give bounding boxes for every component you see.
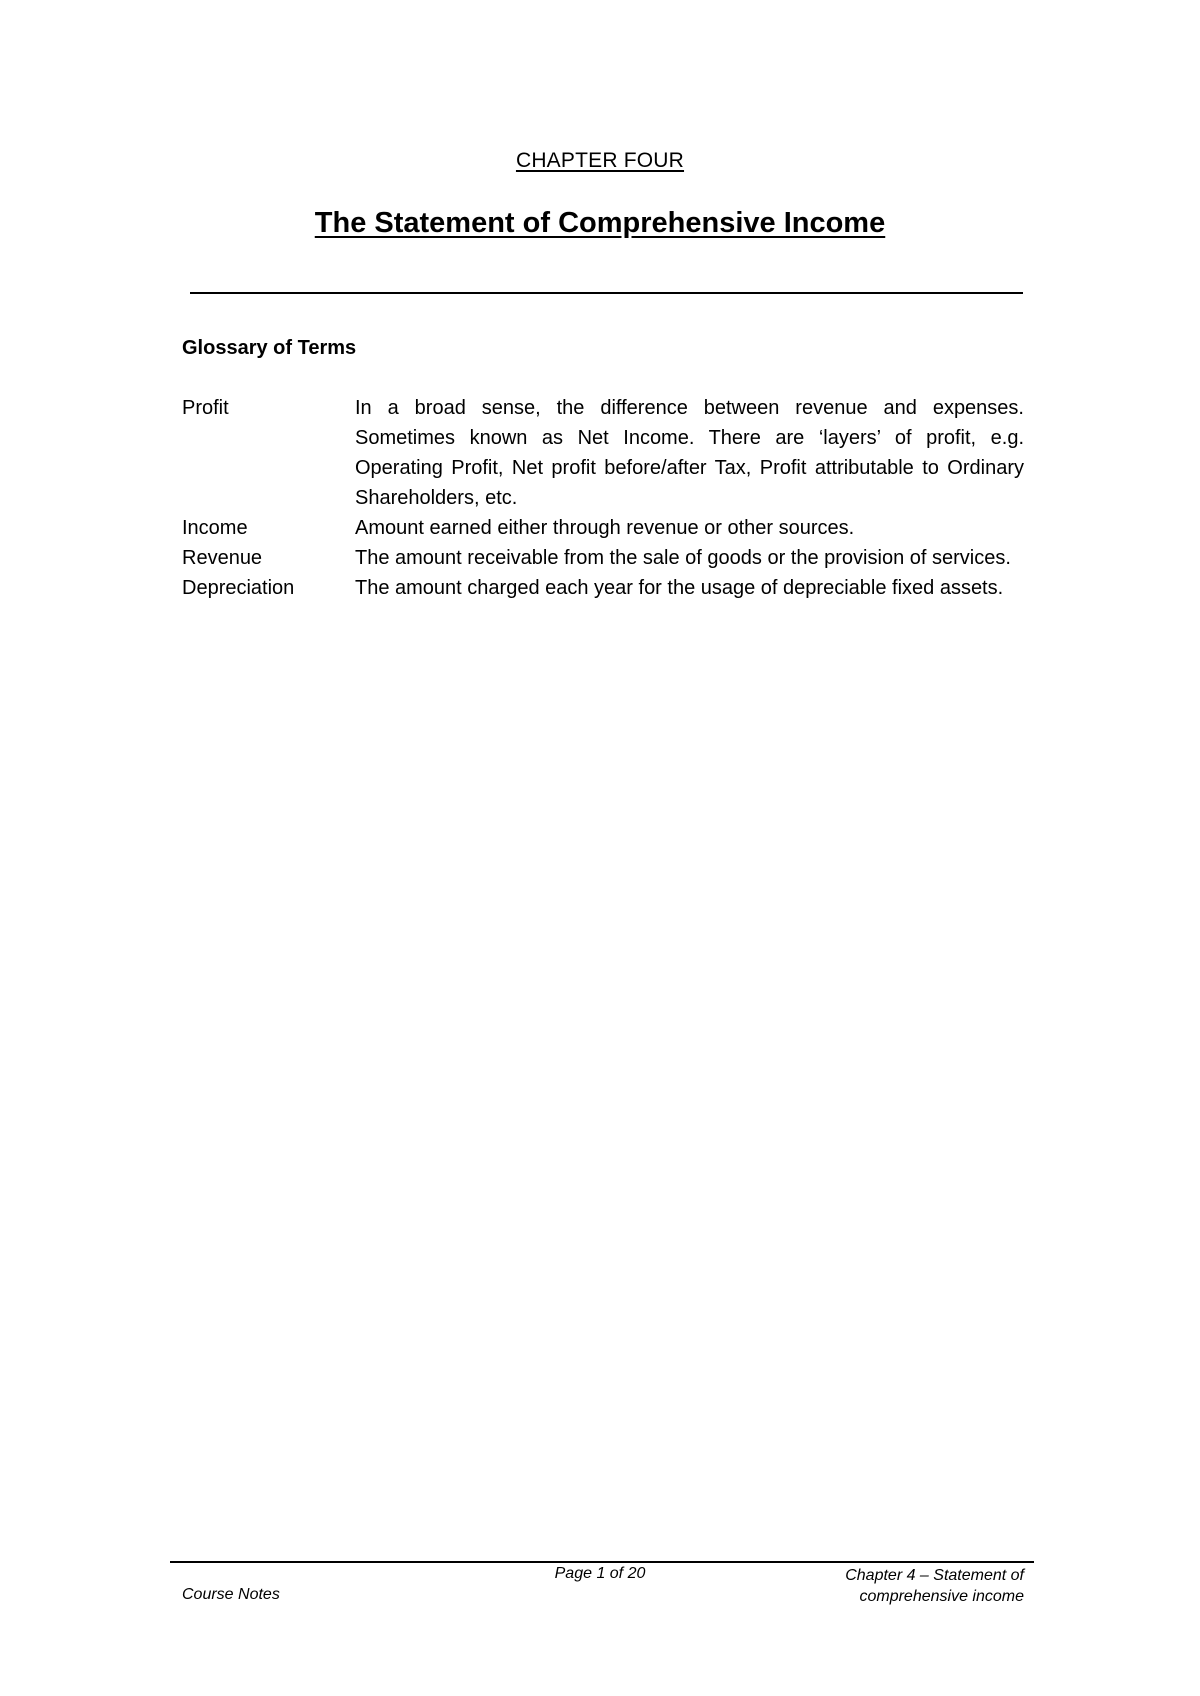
glossary-heading: Glossary of Terms [182, 337, 357, 359]
glossary-term: Income [182, 517, 248, 539]
glossary-term: Depreciation [182, 577, 295, 599]
glossary-entry-income [182, 513, 1024, 543]
title-divider [190, 292, 1023, 294]
glossary-term: Profit [182, 397, 229, 419]
footer-chapter-title [724, 1565, 1024, 1607]
glossary-entry-revenue [182, 543, 1024, 573]
glossary-list [182, 393, 1024, 603]
glossary-term: Revenue [182, 547, 263, 569]
page-title: The Statement of Comprehensive Income [314, 207, 886, 239]
glossary-definition: The amount charged each year for the usage of depreciable fixed assets. [355, 577, 1004, 599]
glossary-definition: Amount earned either through revenue or other sources. [355, 517, 855, 539]
footer-course-notes: Course Notes [182, 1586, 280, 1603]
chapter-label: CHAPTER FOUR [515, 149, 685, 172]
footer-chapter-line-2: comprehensive income [859, 1588, 1024, 1605]
glossary-definition: The amount receivable from the sale of goods or the provision of services. [355, 547, 1011, 569]
glossary-definition: In a broad sense, the difference between revenue and expenses. Sometimes known as Net Income. There are ‘layers’ of profit, e.g. Operating Profit, Net profit before/after Tax, Profit attributable to Ordinary Shareholders, etc. [355, 397, 1024, 509]
footer-page-number: Page 1 of 20 [554, 1565, 646, 1582]
footer-chapter-line-1: Chapter 4 – Statement of [845, 1567, 1024, 1584]
glossary-entry-depreciation [182, 573, 1024, 603]
footer-divider [170, 1561, 1034, 1563]
glossary-entry-profit [182, 393, 1024, 513]
